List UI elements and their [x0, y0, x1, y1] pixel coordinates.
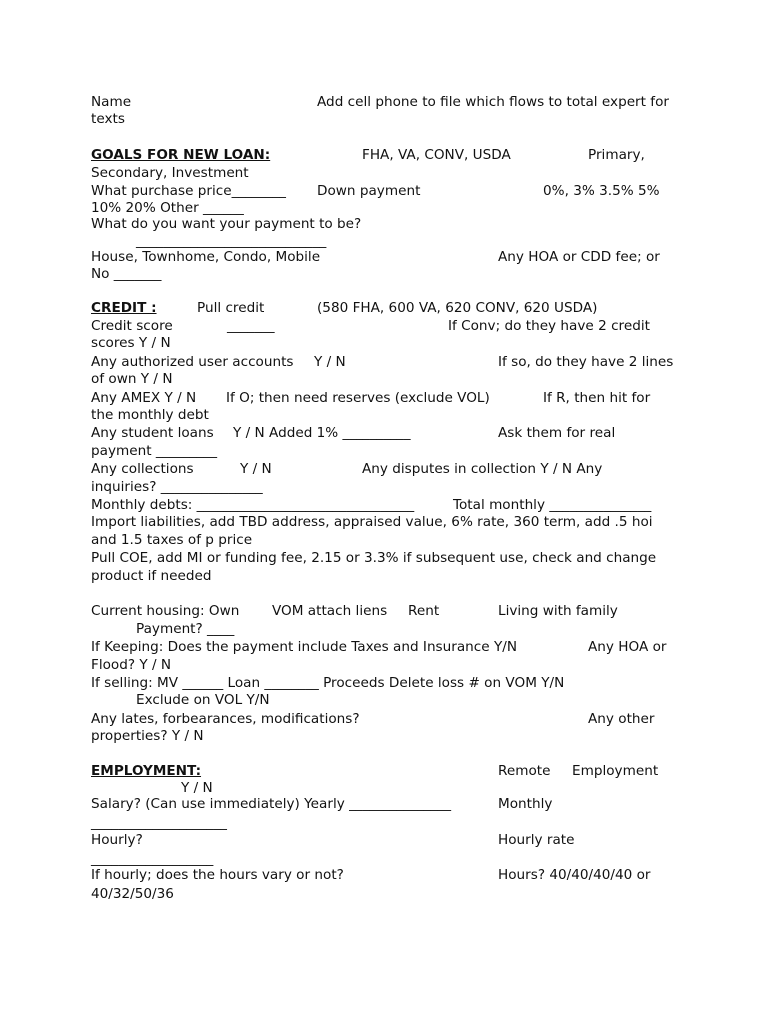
monthly-blank: ____________________ [91, 815, 227, 831]
import-liabilities-cont: and 1.5 taxes of p price [91, 532, 253, 548]
loan-types: FHA, VA, CONV, USDA [362, 147, 511, 163]
salary: Salary? (Can use immediately) Yearly _______________ [91, 796, 452, 812]
occupancy-other: Secondary, Investment [91, 165, 249, 181]
monthly-debts: Monthly debts: ________________________________ [91, 497, 415, 513]
flood-yn: Flood? Y / N [91, 657, 172, 673]
cell-phone-note-cont: texts [91, 111, 125, 127]
collections-yn: Y / N [240, 461, 272, 477]
hours-vary: If hourly; does the hours vary or not? [91, 867, 344, 883]
credit-heading: CREDIT : [91, 300, 157, 316]
remote-yn: Y / N [181, 780, 213, 796]
inquiries: inquiries? _______________ [91, 479, 263, 495]
down-payment-options-cont: 10% 20% Other ______ [91, 200, 244, 216]
pull-credit: Pull credit [197, 300, 265, 316]
conv-two-scores: If Conv; do they have 2 credit [448, 318, 650, 334]
down-payment: Down payment [317, 183, 421, 199]
hours-pattern: Hours? 40/40/40/40 or [498, 867, 651, 883]
vom-attach: VOM attach liens [272, 603, 388, 619]
import-liabilities: Import liabilities, add TBD address, appraised value, 6% rate, 360 term, add .5 hoi [91, 514, 653, 530]
conv-two-scores-cont: scores Y / N [91, 335, 171, 351]
name-label: Name [91, 94, 132, 110]
real-payment-cont: payment _________ [91, 443, 218, 459]
reserves-note: If O; then need reserves (exclude VOL) [226, 390, 490, 406]
employment-heading: EMPLOYMENT: [91, 763, 202, 779]
lates-forbearances: Any lates, forbearances, modifications? [91, 711, 360, 727]
other-properties: Any other [588, 711, 655, 727]
hoa-cdd: Any HOA or CDD fee; or [498, 249, 660, 265]
desired-payment-blank: ____________________________ [136, 233, 327, 249]
if-keeping: If Keeping: Does the payment include Taxes and Insurance Y/N [91, 639, 517, 655]
hoa-cdd-cont: No _______ [91, 266, 162, 282]
property-type: House, Townhome, Condo, Mobile [91, 249, 321, 265]
hoa-flood: Any HOA or [588, 639, 667, 655]
monthly-debt-note-cont: the monthly debt [91, 407, 209, 423]
real-payment: Ask them for real [498, 425, 616, 441]
purchase-price: What purchase price________ [91, 183, 286, 199]
hours-pattern-cont: 40/32/50/36 [91, 886, 174, 902]
student-loans: Any student loans [91, 425, 214, 441]
pull-coe: Pull COE, add MI or funding fee, 2.15 or 3.3% if subsequent use, check and change [91, 550, 657, 566]
monthly-debt-note: If R, then hit for [543, 390, 651, 406]
hourly: Hourly? [91, 832, 143, 848]
exclude-vol: Exclude on VOL Y/N [136, 692, 270, 708]
housing-payment: Payment? ____ [136, 621, 235, 637]
student-loans-added: Y / N Added 1% __________ [233, 425, 411, 441]
cell-phone-note: Add cell phone to file which flows to total expert for [317, 94, 669, 110]
hourly-blank: __________________ [91, 851, 214, 867]
monthly: Monthly [498, 796, 553, 812]
other-properties-cont: properties? Y / N [91, 728, 204, 744]
if-selling: If selling: MV ______ Loan ________ Proceeds Delete loss # on VOM Y/N [91, 675, 565, 691]
disputes: Any disputes in collection Y / N Any [362, 461, 603, 477]
credit-score: Credit score [91, 318, 173, 334]
two-lines: If so, do they have 2 lines [498, 354, 674, 370]
goals-heading: GOALS FOR NEW LOAN: [91, 147, 271, 163]
current-housing: Current housing: Own [91, 603, 240, 619]
collections: Any collections [91, 461, 194, 477]
living-with-family: Living with family [498, 603, 618, 619]
remote: Remote [498, 763, 551, 779]
down-payment-options: 0%, 3% 3.5% 5% [543, 183, 660, 199]
pull-coe-cont: product if needed [91, 568, 212, 584]
credit-score-blank: _______ [227, 318, 275, 334]
total-monthly: Total monthly _______________ [453, 497, 652, 513]
occupancy-primary: Primary, [588, 147, 645, 163]
employment-label: Employment [572, 763, 659, 779]
authorized-user-yn: Y / N [314, 354, 346, 370]
two-lines-cont: of own Y / N [91, 371, 173, 387]
desired-payment: What do you want your payment to be? [91, 216, 362, 232]
rent: Rent [408, 603, 440, 619]
authorized-user: Any authorized user accounts [91, 354, 294, 370]
amex: Any AMEX Y / N [91, 390, 197, 406]
credit-minimums: (580 FHA, 600 VA, 620 CONV, 620 USDA) [317, 300, 598, 316]
hourly-rate: Hourly rate [498, 832, 575, 848]
